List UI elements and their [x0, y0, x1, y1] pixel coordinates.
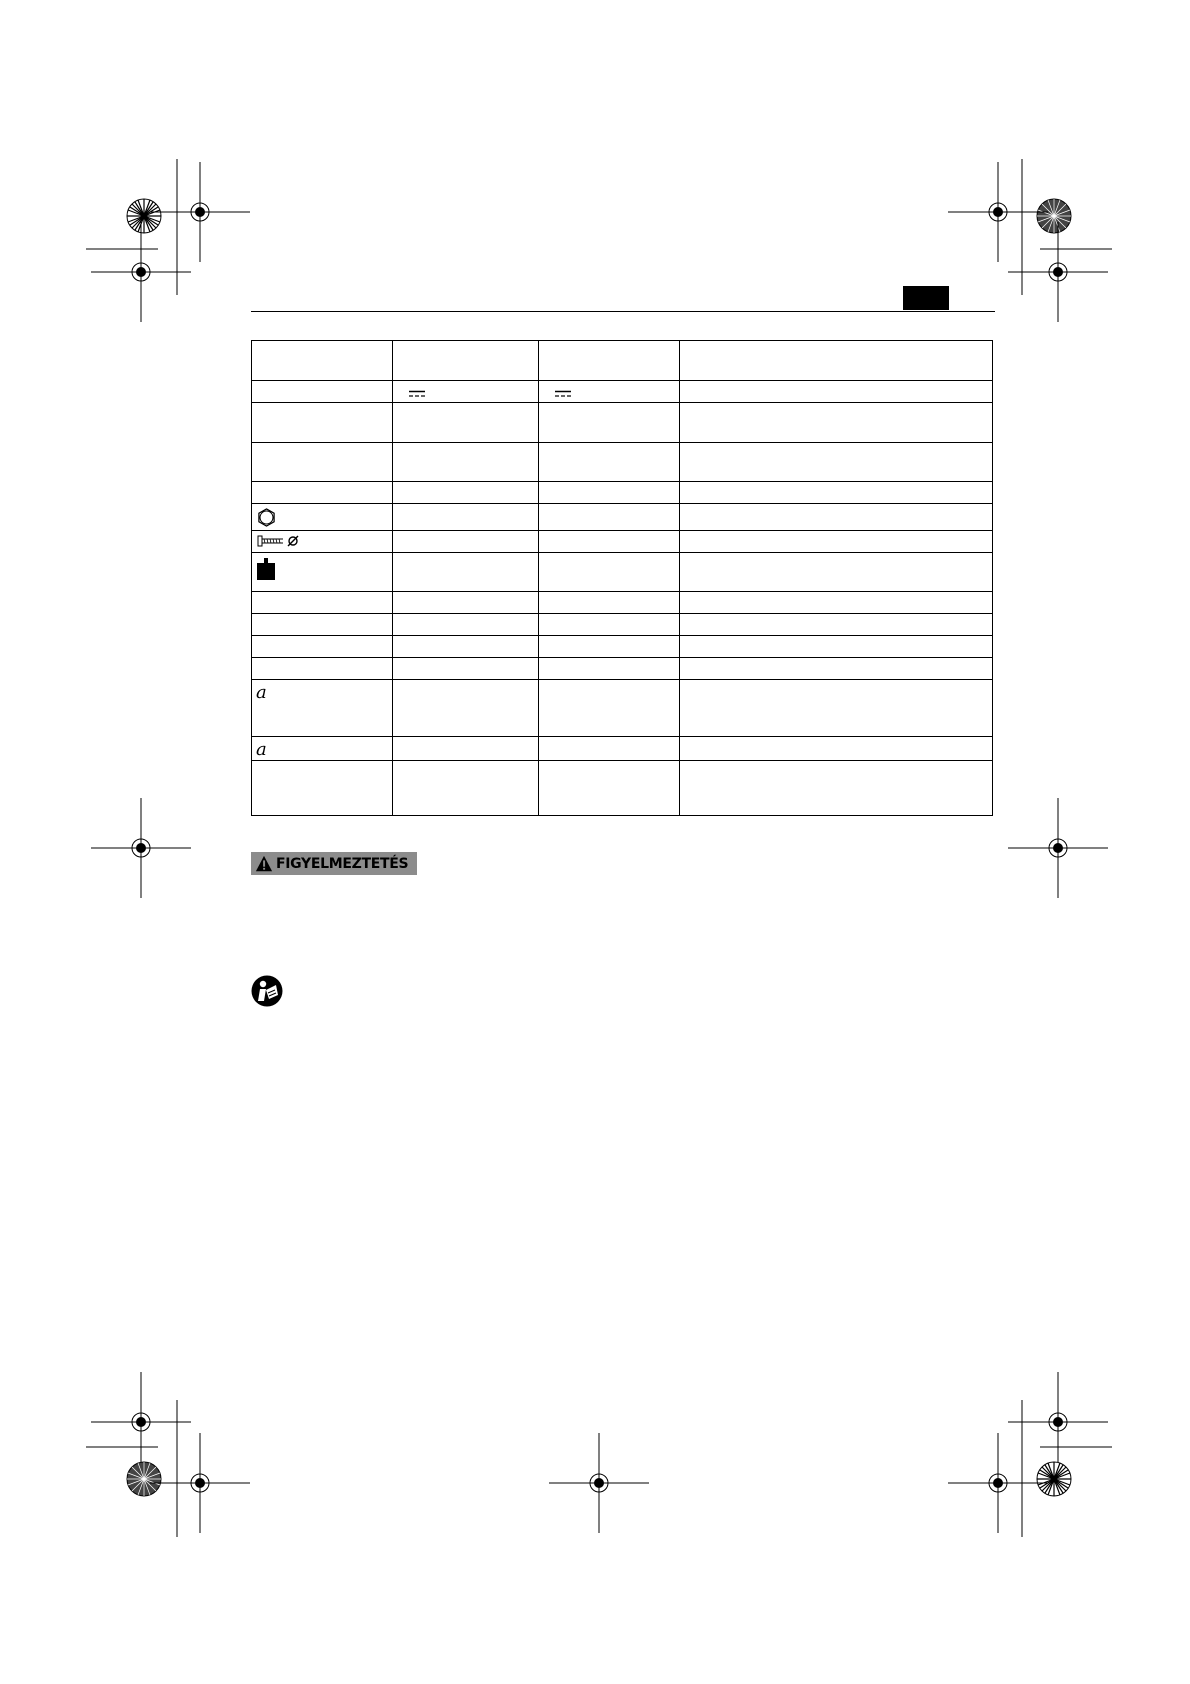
screw-diameter-icon: [257, 534, 301, 551]
table-row: [252, 443, 993, 482]
read-manual-icon: [251, 975, 283, 1007]
table-row: [252, 403, 993, 443]
spec-table: [251, 340, 993, 816]
hex-nut-icon: [257, 508, 276, 530]
table-row: [252, 504, 993, 531]
warning-badge: [251, 852, 417, 875]
warning-label: FIGYELMEZTETÉS: [276, 855, 409, 872]
table-row: [252, 531, 993, 553]
weight-icon: [257, 558, 275, 583]
table-row: [252, 381, 993, 403]
language-tab: [903, 286, 949, 310]
table-row: [252, 737, 993, 761]
table-row: [252, 761, 993, 816]
table-row: [252, 658, 993, 680]
table-row: [252, 636, 993, 658]
table-row: [252, 482, 993, 504]
table-row: [252, 614, 993, 636]
table-row: [252, 553, 993, 592]
table-row: [252, 592, 993, 614]
warning-triangle-icon: [255, 855, 273, 873]
table-row: [252, 341, 993, 381]
vibration-symbol: a: [256, 739, 267, 760]
table-row: [252, 680, 993, 737]
vibration-symbol: a: [256, 682, 267, 703]
dc-voltage-icon: [555, 387, 571, 401]
dc-voltage-icon: [409, 387, 425, 401]
header-rule: [251, 311, 995, 312]
